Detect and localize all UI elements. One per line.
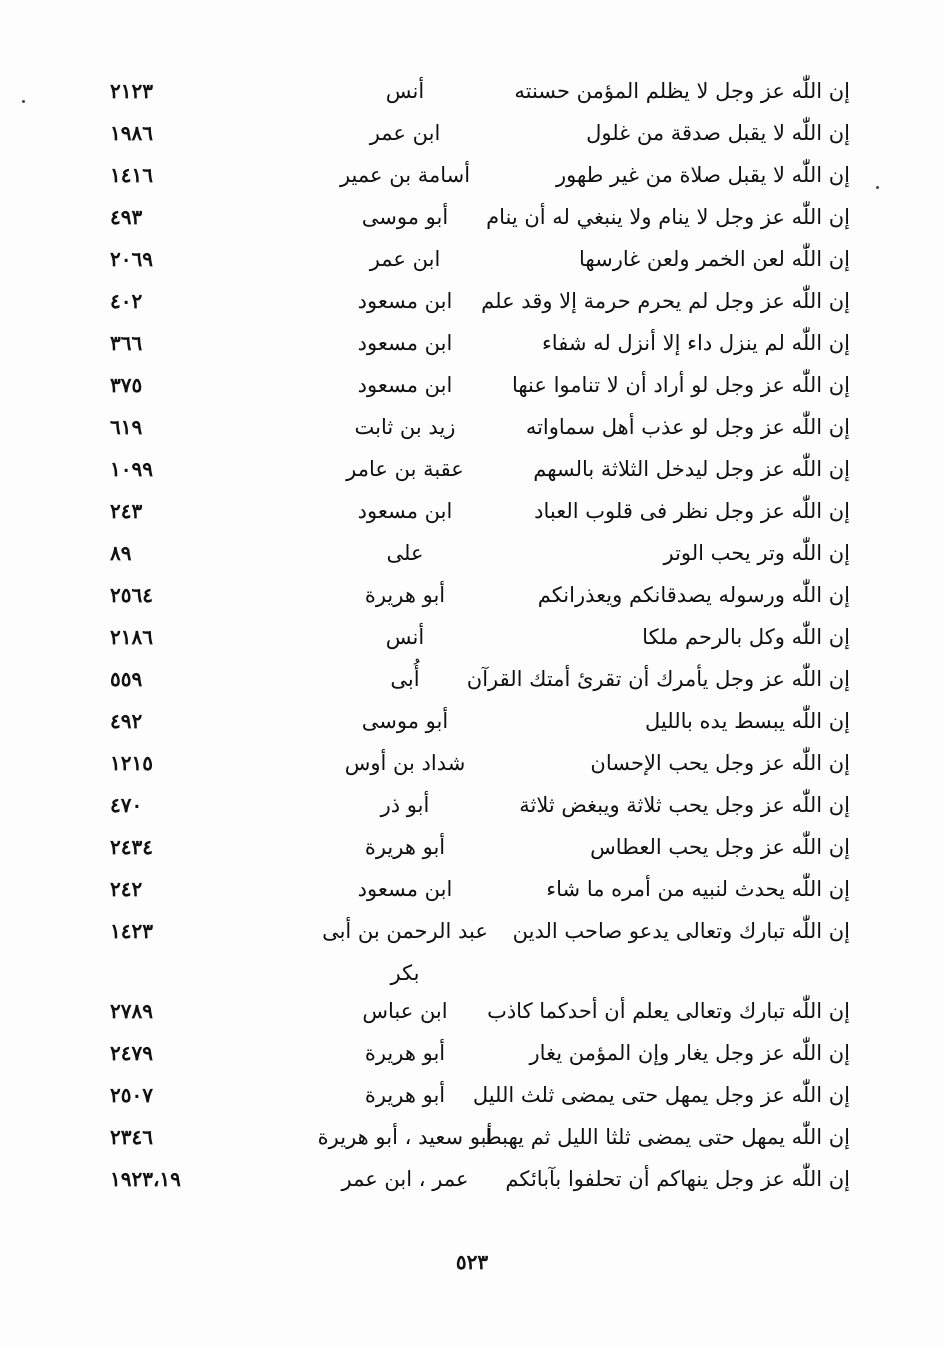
table-row xyxy=(110,658,850,700)
table-row xyxy=(110,238,850,280)
hadith-text: إن اللّٰه تبارك وتعالى يدعو صاحب الدين xyxy=(512,919,850,943)
narrator-name: أنس xyxy=(385,625,425,649)
narrator-name: ابن مسعود xyxy=(357,373,453,397)
hadith-text: إن اللّٰه عز وجل يأمرك أن تقرئ أمتك القرآن xyxy=(466,667,850,691)
hadith-text: إن اللّٰه عز وجل يمهل حتى يمضى ثلث الليل xyxy=(472,1083,850,1107)
hadith-number: ٢٧٨٩ xyxy=(110,999,153,1023)
narrator-name: ابن عباس xyxy=(362,999,448,1023)
hadith-text: إن اللّٰه عز وجل ينهاكم أن تحلفوا بآبائكم xyxy=(505,1167,850,1191)
table-row xyxy=(110,112,850,154)
table-row xyxy=(110,322,850,364)
narrator-name: ابن مسعود xyxy=(357,331,453,355)
hadith-number: ١٤١٦ xyxy=(110,163,153,187)
narrator-name: أُبى xyxy=(390,667,420,691)
hadith-text: إن اللّٰه عز وجل نظر فى قلوب العباد xyxy=(534,499,850,523)
hadith-text: إن اللّٰه تبارك وتعالى يعلم أن أحدكما كاذب xyxy=(487,999,850,1023)
hadith-number: ٢٥٠٧ xyxy=(110,1083,153,1107)
hadith-number: ٣٧٥ xyxy=(110,373,143,397)
hadith-text: إن اللّٰه ورسوله يصدقانكم ويعذرانكم xyxy=(537,583,850,607)
hadith-text: إن اللّٰه يمهل حتى يمضى ثلثا الليل ثم يهبط xyxy=(482,1125,850,1149)
narrator-name: عمر ، ابن عمر xyxy=(341,1167,469,1191)
hadith-text: إن اللّٰه عز وجل لو أراد أن لا تناموا عنها xyxy=(511,373,850,397)
table-row-continuation xyxy=(110,952,850,990)
page-number: ٥٢٣ xyxy=(455,1250,489,1274)
hadith-text: إن اللّٰه لم ينزل داء إلا أنزل له شفاء xyxy=(541,331,850,355)
hadith-number: ٢٤٧٩ xyxy=(110,1041,153,1065)
narrator-name: أبو موسى xyxy=(361,205,449,229)
table-row xyxy=(110,990,850,1032)
hadith-number: ٢٤٣٤ xyxy=(110,835,153,859)
table-row xyxy=(110,448,850,490)
hadith-text: إن اللّٰه عز وجل يغار وإن المؤمن يغار xyxy=(529,1041,850,1065)
narrator-name: شداد بن أوس xyxy=(344,751,466,775)
hadith-number: ٢١٨٦ xyxy=(110,625,153,649)
hadith-number: ٣٦٦ xyxy=(110,331,143,355)
hadith-text: إن اللّٰه عز وجل لا ينام ولا ينبغي له أن ينام xyxy=(486,205,850,229)
hadith-number: ٨٩ xyxy=(110,541,132,565)
hadith-text: إن اللّٰه عز وجل لم يحرم حرمة إلا وقد علم xyxy=(481,289,850,313)
hadith-number: ٢١٢٣ xyxy=(110,79,153,103)
narrator-name: أبو موسى xyxy=(361,709,449,733)
hadith-index-table xyxy=(110,70,850,1200)
table-row xyxy=(110,742,850,784)
table-row xyxy=(110,364,850,406)
hadith-text: إن اللّٰه عز وجل لا يظلم المؤمن حسنته xyxy=(514,79,850,103)
narrator-name: ابن عمر xyxy=(369,247,441,271)
table-row xyxy=(110,70,850,112)
table-row xyxy=(110,154,850,196)
table-row xyxy=(110,910,850,952)
table-row xyxy=(110,700,850,742)
narrator-name: أبو هريرة xyxy=(364,1041,446,1065)
hadith-text: إن اللّٰه عز وجل يحب العطاس xyxy=(590,835,850,859)
hadith-text: إن اللّٰه وكل بالرحم ملكا xyxy=(642,625,850,649)
hadith-number: ٤٩٣ xyxy=(110,205,143,229)
hadith-text: إن اللّٰه لعن الخمر ولعن غارسها xyxy=(579,247,850,271)
hadith-number: ١٤٢٣ xyxy=(110,919,153,943)
hadith-number: ١٩٨٦ xyxy=(110,121,153,145)
table-row xyxy=(110,826,850,868)
hadith-text: إن اللّٰه يبسط يده بالليل xyxy=(645,709,850,733)
table-row xyxy=(110,868,850,910)
hadith-text: إن اللّٰه وتر يحب الوتر xyxy=(663,541,850,565)
hadith-number: ١٢١٥ xyxy=(110,751,153,775)
table-row xyxy=(110,616,850,658)
table-row xyxy=(110,406,850,448)
table-row xyxy=(110,1158,850,1200)
table-row xyxy=(110,1032,850,1074)
hadith-number: ٤٧٠ xyxy=(110,793,143,817)
narrator-name: عبد الرحمن بن أبى xyxy=(322,919,488,943)
narrator-name: ابن مسعود xyxy=(357,289,453,313)
narrator-name: أنس xyxy=(385,79,425,103)
narrator-name: ابن مسعود xyxy=(357,499,453,523)
table-row xyxy=(110,490,850,532)
hadith-text: إن اللّٰه يحدث لنبيه من أمره ما شاء xyxy=(546,877,850,901)
narrator-name: أبو هريرة xyxy=(364,1083,446,1107)
scan-speck xyxy=(22,100,25,103)
hadith-number: ٢٣٤٦ xyxy=(110,1125,153,1149)
hadith-text: إن اللّٰه عز وجل لو عذب أهل سماواته xyxy=(525,415,850,439)
hadith-text: إن اللّٰه لا يقبل صدقة من غلول xyxy=(586,121,850,145)
hadith-text: إن اللّٰه لا يقبل صلاة من غير طهور xyxy=(556,163,850,187)
hadith-number: ١٩٢٣،١٩ xyxy=(110,1167,181,1191)
narrator-name: أبو سعيد ، أبو هريرة xyxy=(317,1125,493,1149)
narrator-name: أبو هريرة xyxy=(364,835,446,859)
hadith-number: ٢٤٣ xyxy=(110,499,143,523)
narrator-name: أبو ذر xyxy=(380,793,430,817)
hadith-number: ٤٠٢ xyxy=(110,289,143,313)
table-row xyxy=(110,574,850,616)
table-row xyxy=(110,1116,850,1158)
table-row xyxy=(110,1074,850,1116)
narrator-name: أسامة بن عمير xyxy=(339,163,471,187)
narrator-name: عقبة بن عامر xyxy=(346,457,464,481)
narrator-name: على xyxy=(386,541,424,565)
hadith-number: ٥٥٩ xyxy=(110,667,143,691)
table-row xyxy=(110,196,850,238)
hadith-text: إن اللّٰه عز وجل يحب ثلاثة ويبغض ثلاثة xyxy=(519,793,850,817)
hadith-number: ١٠٩٩ xyxy=(110,457,153,481)
narrator-name: زيد بن ثابت xyxy=(354,415,456,439)
narrator-name: أبو هريرة xyxy=(364,583,446,607)
hadith-text: إن اللّٰه عز وجل يحب الإحسان xyxy=(590,751,850,775)
table-row xyxy=(110,532,850,574)
hadith-number: ٤٩٢ xyxy=(110,709,143,733)
narrator-name: ابن مسعود xyxy=(357,877,453,901)
hadith-number: ٢٠٦٩ xyxy=(110,247,153,271)
hadith-number: ٢٤٢ xyxy=(110,877,143,901)
hadith-number: ٢٥٦٤ xyxy=(110,583,153,607)
scan-speck xyxy=(876,186,879,189)
table-row xyxy=(110,280,850,322)
table-row xyxy=(110,784,850,826)
hadith-number: ٦١٩ xyxy=(110,415,143,439)
narrator-name: ابن عمر xyxy=(369,121,441,145)
narrator-name: بكر xyxy=(390,961,420,985)
hadith-text: إن اللّٰه عز وجل ليدخل الثلاثة بالسهم xyxy=(533,457,850,481)
